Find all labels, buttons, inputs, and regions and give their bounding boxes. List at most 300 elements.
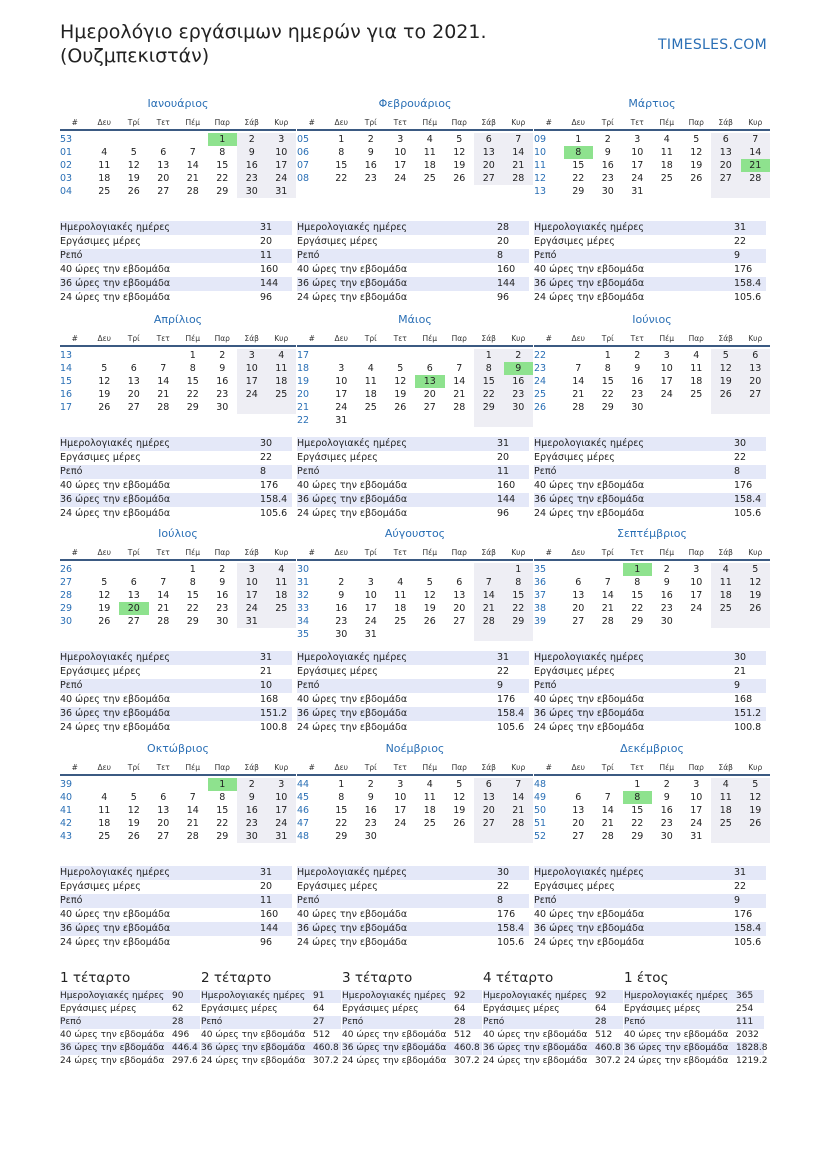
day-cell: 21 (186, 173, 199, 184)
day-cell: 2 (219, 564, 226, 575)
day-cell: 5 (741, 563, 771, 576)
stat-value: 158.4 (734, 494, 762, 505)
day-cell: 11 (394, 590, 407, 601)
weekday-header: Δευ (334, 763, 349, 772)
stat-value: 30 (734, 438, 747, 449)
day-cell: 15 (474, 375, 504, 388)
weekday-header: Δευ (97, 118, 112, 127)
day-cell: 7 (474, 576, 504, 589)
day-cell: 5 (101, 363, 108, 374)
day-cell: 5 (397, 363, 404, 374)
weekday-header: Τρί (127, 763, 140, 772)
day-cell: 6 (160, 792, 167, 803)
weekday-header: Σάβ (718, 763, 733, 772)
day-cell: 20 (572, 818, 585, 829)
month-block (297, 526, 533, 645)
quarter-label: 40 ώρες την εβδομάδα (483, 1030, 588, 1040)
stat-value: 144 (260, 923, 279, 934)
stat-label: 36 ώρες την εβδομάδα (60, 708, 171, 719)
day-cell: 11 (423, 792, 436, 803)
stat-value: 11 (260, 250, 273, 261)
day-cell: 5 (101, 577, 108, 588)
day-cell (327, 563, 357, 576)
day-cell: 20 (157, 173, 170, 184)
day-cell: 31 (364, 629, 377, 640)
day-cell: 1 (189, 350, 196, 361)
weekday-header: Τρί (601, 548, 614, 557)
stat-label: Εργάσιμες μέρες (534, 236, 615, 247)
quarter-row (342, 1042, 482, 1055)
day-cell: 15 (216, 160, 229, 171)
stat-value: 168 (260, 694, 279, 705)
stat-value: 105.6 (734, 292, 762, 303)
quarter-label: 40 ώρες την εβδομάδα (201, 1030, 306, 1040)
weekday-header: Πέμ (185, 763, 200, 772)
quarter-row (201, 1029, 341, 1042)
quarter-value: 307.2 (454, 1056, 480, 1066)
stat-value: 96 (260, 937, 273, 948)
weekday-header: Κυρ (274, 334, 289, 343)
stat-value: 30 (260, 438, 273, 449)
week-number: 26 (60, 564, 73, 575)
stat-label: Εργάσιμες μέρες (297, 452, 378, 463)
weekday-header: Τρί (601, 118, 614, 127)
weekday-header: Πέμ (185, 118, 200, 127)
day-cell: 27 (453, 616, 466, 627)
day-cell (711, 401, 741, 414)
day-cell: 30 (660, 616, 673, 627)
quarter-value: 307.2 (595, 1056, 621, 1066)
day-cell: 14 (601, 590, 614, 601)
quarter-row (624, 1003, 764, 1016)
week-number: 30 (297, 564, 310, 575)
stat-label: 40 ώρες την εβδομάδα (60, 909, 171, 920)
day-cell (267, 401, 297, 414)
day-cell: 28 (504, 817, 534, 830)
weekday-header: # (545, 548, 552, 557)
stat-label: Εργάσιμες μέρες (60, 236, 141, 247)
stat-row (534, 721, 766, 735)
stat-row (534, 479, 766, 493)
week-number: 20 (297, 389, 310, 400)
stat-value: 11 (497, 466, 510, 477)
stat-row (60, 277, 292, 291)
week-number: 04 (60, 186, 73, 197)
quarter-label: 24 ώρες την εβδομάδα (483, 1056, 588, 1066)
weekday-header: Πέμ (185, 548, 200, 557)
stat-value: 20 (497, 452, 510, 463)
quarter-row (201, 1016, 341, 1029)
stat-row (60, 465, 292, 479)
day-cell: 3 (634, 134, 641, 145)
day-cell: 10 (394, 792, 407, 803)
stat-value: 9 (734, 895, 741, 906)
stat-row (297, 479, 529, 493)
stat-row (60, 880, 292, 894)
day-cell: 9 (338, 590, 345, 601)
day-cell: 5 (456, 134, 463, 145)
weekday-header: Κυρ (748, 763, 763, 772)
day-cell: 3 (237, 563, 267, 576)
stat-label: Εργάσιμες μέρες (297, 881, 378, 892)
weekday-header: Κυρ (511, 334, 526, 343)
stat-label: 24 ώρες την εβδομάδα (297, 508, 408, 519)
day-cell: 12 (127, 805, 140, 816)
day-cell: 4 (426, 134, 433, 145)
day-cell: 18 (660, 160, 673, 171)
day-cell (90, 778, 120, 791)
day-cell: 7 (741, 133, 771, 146)
stat-value: 96 (497, 292, 510, 303)
weekday-header: Σάβ (718, 334, 733, 343)
quarter-title: 3 τέταρτο (342, 970, 413, 986)
day-cell: 16 (237, 804, 267, 817)
stat-row (534, 249, 766, 263)
day-cell: 10 (237, 576, 267, 589)
day-cell: 18 (423, 160, 436, 171)
day-cell: 2 (367, 779, 374, 790)
stat-value: 31 (260, 652, 273, 663)
month-grid (60, 333, 296, 431)
day-cell (445, 563, 475, 576)
day-cell: 19 (127, 818, 140, 829)
stat-value: 100.8 (260, 722, 288, 733)
stat-label: Ρεπό (297, 895, 320, 906)
weekday-header: Πέμ (422, 334, 437, 343)
stat-label: Ημερολογιακές ημέρες (60, 438, 170, 449)
weekday-header: Τρί (364, 118, 377, 127)
quarter-row (483, 1016, 623, 1029)
weekday-header: Δευ (334, 118, 349, 127)
day-cell (90, 133, 120, 146)
day-cell: 29 (631, 831, 644, 842)
day-cell: 6 (130, 363, 137, 374)
week-number: 01 (60, 147, 73, 158)
day-cell: 29 (186, 402, 199, 413)
stat-label: 40 ώρες την εβδομάδα (534, 694, 645, 705)
day-cell: 17 (690, 590, 703, 601)
stat-value: 160 (497, 480, 516, 491)
day-cell: 14 (504, 791, 534, 804)
stat-label: Εργάσιμες μέρες (297, 236, 378, 247)
day-cell: 6 (474, 778, 504, 791)
day-cell: 21 (186, 818, 199, 829)
day-cell: 8 (189, 363, 196, 374)
stat-value: 9 (497, 680, 504, 691)
day-cell: 21 (474, 602, 504, 615)
stat-label: Ημερολογιακές ημέρες (297, 867, 407, 878)
day-cell: 12 (394, 376, 407, 387)
day-cell: 4 (367, 363, 374, 374)
month-name: Νοέμβριος (385, 742, 445, 755)
day-cell: 16 (601, 160, 614, 171)
day-cell: 27 (474, 817, 504, 830)
day-cell: 12 (741, 576, 771, 589)
stat-row (534, 277, 766, 291)
stat-value: 176 (734, 909, 753, 920)
stat-label: Ρεπό (60, 466, 83, 477)
day-cell: 26 (423, 616, 436, 627)
day-cell: 20 (127, 389, 140, 400)
day-cell: 29 (186, 616, 199, 627)
day-cell (327, 349, 357, 362)
stat-value: 105.6 (497, 937, 525, 948)
day-cell: 10 (690, 577, 703, 588)
quarter-value: 64 (313, 1004, 325, 1014)
stat-label: Ημερολογιακές ημέρες (297, 652, 407, 663)
week-number: 26 (534, 402, 547, 413)
day-cell: 25 (267, 602, 297, 615)
weekday-header: Σάβ (481, 334, 496, 343)
day-cell (445, 628, 475, 641)
stat-row (534, 908, 766, 922)
day-cell (386, 628, 416, 641)
stat-label: Ημερολογιακές ημέρες (534, 867, 644, 878)
weekday-header: Πέμ (422, 118, 437, 127)
weekday-header: Τετ (156, 763, 170, 772)
day-cell: 1 (604, 350, 611, 361)
day-cell: 28 (572, 402, 585, 413)
day-cell: 19 (453, 160, 466, 171)
stat-value: 100.8 (734, 722, 762, 733)
day-cell: 6 (711, 133, 741, 146)
day-cell: 19 (741, 804, 771, 817)
day-cell: 19 (741, 589, 771, 602)
day-cell: 12 (98, 590, 111, 601)
day-cell: 14 (741, 146, 771, 159)
day-cell: 23 (364, 173, 377, 184)
stat-value: 158.4 (734, 278, 762, 289)
stat-label: Εργάσιμες μέρες (534, 666, 615, 677)
week-number: 43 (60, 831, 73, 842)
quarter-label: Ρεπό (60, 1017, 82, 1027)
month-grid (297, 117, 533, 215)
weekday-header: Παρ (451, 334, 467, 343)
week-number: 38 (534, 603, 547, 614)
stat-value: 176 (734, 264, 753, 275)
stat-value: 105.6 (260, 508, 288, 519)
quarter-row (60, 1003, 200, 1016)
day-cell (237, 401, 267, 414)
stat-value: 22 (734, 236, 747, 247)
stat-value: 158.4 (260, 494, 288, 505)
day-cell (652, 401, 682, 414)
quarter-row (60, 1016, 200, 1029)
weekday-header: Παρ (451, 763, 467, 772)
day-cell: 25 (98, 186, 111, 197)
month-block (534, 741, 770, 860)
week-number: 27 (60, 577, 73, 588)
day-cell: 23 (504, 388, 534, 401)
day-cell: 3 (237, 349, 267, 362)
stat-value: 8 (497, 895, 504, 906)
stat-value: 96 (497, 508, 510, 519)
stat-row (534, 493, 766, 507)
stat-label: 24 ώρες την εβδομάδα (60, 292, 171, 303)
day-cell: 7 (604, 792, 611, 803)
day-cell: 25 (364, 402, 377, 413)
day-cell (119, 133, 149, 146)
weekday-header: Δευ (97, 548, 112, 557)
week-number: 46 (297, 805, 310, 816)
quarter-label: 40 ώρες την εβδομάδα (60, 1030, 165, 1040)
day-cell: 18 (711, 804, 741, 817)
day-cell: 9 (237, 146, 267, 159)
day-cell: 6 (575, 577, 582, 588)
day-cell: 10 (267, 146, 297, 159)
stat-value: 158.4 (497, 708, 525, 719)
day-cell: 18 (98, 818, 111, 829)
weekday-header: Τετ (393, 548, 407, 557)
day-cell: 12 (423, 590, 436, 601)
weekday-header: # (308, 763, 315, 772)
weekday-header: Τετ (156, 548, 170, 557)
week-number: 34 (297, 616, 310, 627)
week-number: 29 (60, 603, 73, 614)
day-cell: 7 (189, 792, 196, 803)
stat-row (297, 235, 529, 249)
day-cell (564, 563, 594, 576)
day-cell: 24 (267, 172, 297, 185)
day-cell: 21 (504, 804, 534, 817)
title-line-2: (Ουζμπεκιστάν) (60, 45, 210, 67)
day-cell: 27 (423, 402, 436, 413)
quarter-value: 307.2 (313, 1056, 339, 1066)
day-cell: 25 (98, 831, 111, 842)
day-cell: 25 (690, 389, 703, 400)
day-cell: 16 (631, 376, 644, 387)
week-number: 25 (534, 389, 547, 400)
month-block (60, 526, 296, 645)
day-cell: 2 (634, 350, 641, 361)
stat-row (534, 866, 766, 880)
day-cell: 18 (711, 589, 741, 602)
day-cell: 25 (423, 818, 436, 829)
stat-label: 36 ώρες την εβδομάδα (60, 923, 171, 934)
quarter-value: 91 (313, 991, 325, 1001)
month-stats (60, 437, 292, 521)
day-cell (90, 349, 120, 362)
weekday-header: Παρ (688, 763, 704, 772)
day-cell: 1 (338, 779, 345, 790)
stat-value: 20 (497, 236, 510, 247)
week-number: 49 (534, 792, 547, 803)
stat-label: Εργάσιμες μέρες (534, 881, 615, 892)
day-cell: 17 (267, 159, 297, 172)
holiday-cell: 21 (741, 159, 771, 172)
stat-value: 8 (734, 466, 741, 477)
day-cell (652, 185, 682, 198)
day-cell: 23 (601, 173, 614, 184)
day-cell: 4 (267, 349, 297, 362)
weekday-header: # (71, 548, 78, 557)
week-number: 05 (297, 134, 310, 145)
day-cell: 2 (663, 779, 670, 790)
day-cell: 4 (693, 350, 700, 361)
day-cell: 14 (186, 160, 199, 171)
quarter-row (342, 1016, 482, 1029)
week-number: 23 (534, 363, 547, 374)
day-cell: 10 (660, 363, 673, 374)
month-name: Φεβρουάριος (378, 97, 452, 110)
week-number: 09 (534, 134, 547, 145)
day-cell: 6 (741, 349, 771, 362)
day-cell (682, 615, 712, 628)
stat-label: 24 ώρες την εβδομάδα (297, 937, 408, 948)
day-cell: 17 (335, 389, 348, 400)
day-cell: 13 (453, 590, 466, 601)
day-cell: 11 (98, 805, 111, 816)
site-link[interactable]: TIMESLES.COM (658, 37, 767, 53)
week-number: 10 (534, 147, 547, 158)
day-cell (741, 185, 771, 198)
stat-row (297, 908, 529, 922)
week-number: 51 (534, 818, 547, 829)
day-cell: 1 (189, 564, 196, 575)
quarter-value: 28 (454, 1017, 466, 1027)
stat-value: 10 (260, 680, 273, 691)
weekday-header: Πέμ (659, 334, 674, 343)
day-cell: 13 (711, 146, 741, 159)
week-number: 18 (297, 363, 310, 374)
day-cell: 10 (394, 147, 407, 158)
month-block (297, 96, 533, 215)
day-cell: 13 (572, 590, 585, 601)
stat-label: Ρεπό (534, 895, 557, 906)
title-line-1: Ημερολόγιο εργάσιμων ημερών για το 2021. (60, 21, 487, 43)
stat-row (297, 507, 529, 521)
week-number: 35 (534, 564, 547, 575)
day-cell: 17 (267, 804, 297, 817)
day-cell: 3 (663, 350, 670, 361)
month-stats (297, 651, 529, 735)
day-cell: 31 (267, 185, 297, 198)
quarter-label: 36 ώρες την εβδομάδα (201, 1043, 306, 1053)
day-cell: 21 (453, 389, 466, 400)
stat-label: Ρεπό (534, 250, 557, 261)
day-cell: 9 (219, 363, 226, 374)
weekday-header: Κυρ (748, 118, 763, 127)
day-cell: 14 (186, 805, 199, 816)
stat-row (297, 437, 529, 451)
day-cell (474, 563, 504, 576)
day-cell: 12 (711, 362, 741, 375)
month-stats (60, 651, 292, 735)
stat-row (60, 679, 292, 693)
day-cell: 18 (690, 376, 703, 387)
day-cell: 29 (474, 401, 504, 414)
month-block (60, 96, 296, 215)
quarter-value: 297.6 (172, 1056, 198, 1066)
day-cell: 26 (127, 831, 140, 842)
stat-value: 160 (260, 264, 279, 275)
stat-row (60, 908, 292, 922)
week-number: 45 (297, 792, 310, 803)
week-number: 08 (297, 173, 310, 184)
day-cell: 5 (456, 779, 463, 790)
month-block (60, 312, 296, 431)
quarter-row (483, 1042, 623, 1055)
day-cell: 28 (157, 402, 170, 413)
day-cell: 24 (690, 818, 703, 829)
stat-label: 40 ώρες την εβδομάδα (297, 909, 408, 920)
day-cell: 23 (660, 603, 673, 614)
stat-label: 40 ώρες την εβδομάδα (297, 480, 408, 491)
stat-row (534, 263, 766, 277)
day-cell: 22 (631, 818, 644, 829)
week-number: 39 (534, 616, 547, 627)
month-grid (60, 547, 296, 645)
